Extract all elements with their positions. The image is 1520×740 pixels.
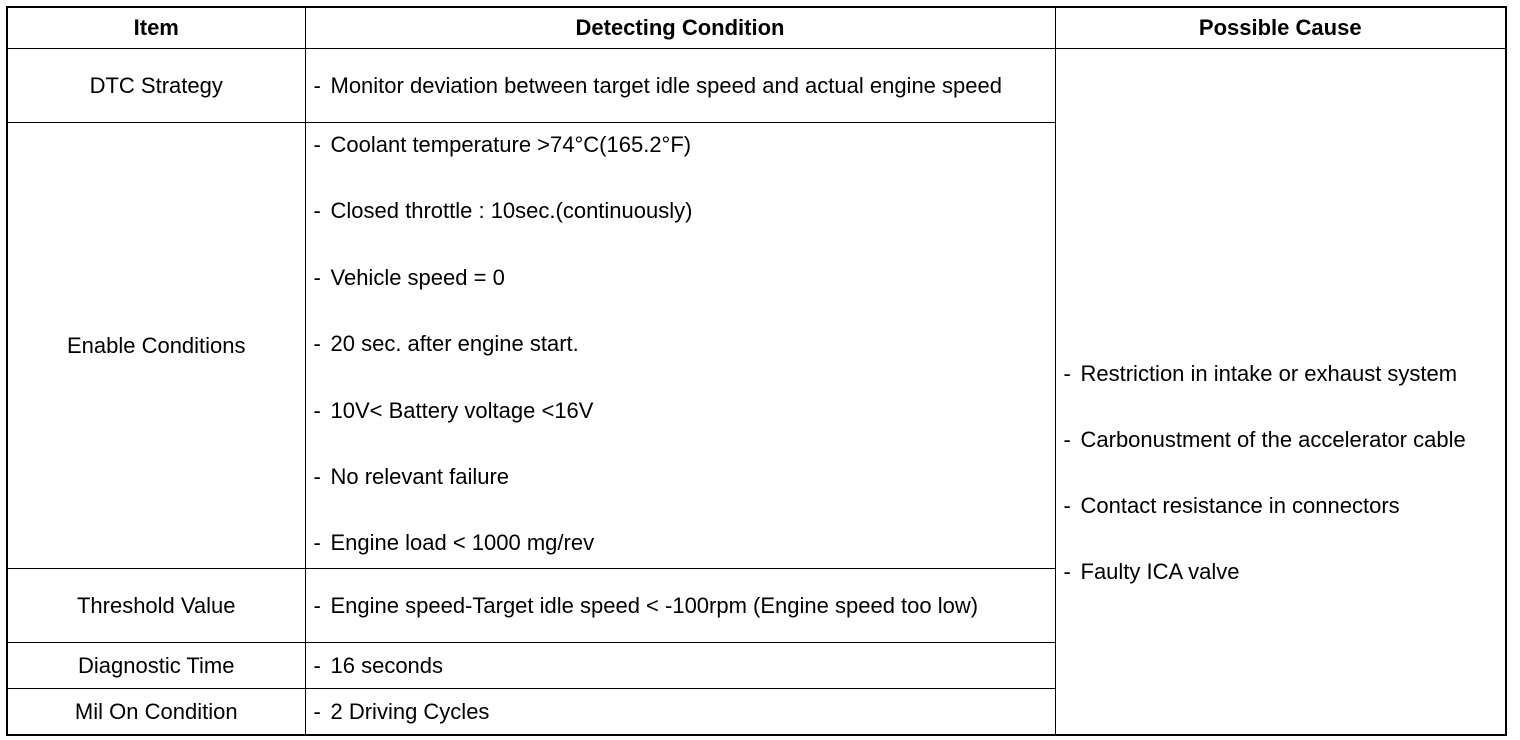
condition-diagnostic-time bbox=[305, 643, 1055, 689]
item-mil-on-condition: Mil On Condition bbox=[7, 689, 305, 736]
condition-text: Vehicle speed = 0 bbox=[330, 264, 505, 290]
bullet-dash: - bbox=[313, 72, 321, 98]
condition-text: Closed throttle : 10sec.(continuously) bbox=[330, 198, 693, 224]
bullet-dash: - bbox=[1063, 360, 1071, 386]
cause-text: Restriction in intake or exhaust system bbox=[1080, 360, 1458, 386]
enable-conditions-list bbox=[314, 123, 1049, 558]
item-enable-conditions: Enable Conditions bbox=[7, 123, 305, 569]
item-threshold-value: Threshold Value bbox=[7, 569, 305, 643]
bullet-dash: - bbox=[313, 198, 321, 224]
list-item bbox=[314, 591, 1049, 621]
list-item bbox=[314, 196, 1049, 262]
header-detecting-condition: Detecting Condition bbox=[305, 7, 1055, 49]
condition-text: Coolant temperature >74°C(165.2°F) bbox=[330, 132, 692, 157]
bullet-dash: - bbox=[313, 264, 321, 290]
possible-cause-cell bbox=[1055, 49, 1506, 736]
list-item bbox=[1064, 491, 1500, 521]
table-row-dtc-strategy bbox=[7, 49, 1506, 123]
cause-text: Carbonustment of the accelerator cable bbox=[1080, 426, 1466, 452]
condition-text: 16 seconds bbox=[330, 652, 444, 678]
condition-dtc-strategy bbox=[305, 49, 1055, 123]
header-item: Item bbox=[7, 7, 305, 49]
condition-text: 10V< Battery voltage <16V bbox=[330, 397, 594, 423]
cause-text: Faulty ICA valve bbox=[1080, 558, 1240, 584]
list-item bbox=[314, 71, 1049, 101]
possible-cause-list bbox=[1064, 161, 1500, 587]
condition-mil-on-condition bbox=[305, 689, 1055, 736]
condition-text: Monitor deviation between target idle speed and actual engine speed bbox=[330, 72, 1002, 98]
list-item bbox=[314, 651, 1049, 681]
bullet-dash: - bbox=[313, 698, 321, 724]
bullet-dash: - bbox=[313, 530, 321, 556]
cause-text: Contact resistance in connectors bbox=[1080, 492, 1400, 518]
bullet-dash: - bbox=[313, 592, 321, 618]
bullet-dash: - bbox=[313, 132, 321, 157]
list-item bbox=[314, 462, 1049, 528]
list-item bbox=[314, 329, 1049, 395]
list-item bbox=[314, 396, 1049, 462]
bullet-dash: - bbox=[313, 331, 321, 357]
item-dtc-strategy: DTC Strategy bbox=[7, 49, 305, 123]
bullet-dash: - bbox=[1063, 558, 1071, 584]
list-item bbox=[1064, 359, 1500, 389]
list-item bbox=[314, 130, 1049, 196]
list-item bbox=[314, 528, 1049, 558]
bullet-dash: - bbox=[1063, 492, 1071, 518]
item-diagnostic-time: Diagnostic Time bbox=[7, 643, 305, 689]
condition-text: 2 Driving Cycles bbox=[330, 698, 490, 724]
condition-text: No relevant failure bbox=[330, 463, 510, 489]
list-item bbox=[314, 263, 1049, 329]
header-possible-cause: Possible Cause bbox=[1055, 7, 1506, 49]
bullet-dash: - bbox=[313, 397, 321, 423]
condition-text: Engine load < 1000 mg/rev bbox=[330, 530, 595, 556]
list-item bbox=[314, 697, 1049, 727]
bullet-dash: - bbox=[313, 463, 321, 489]
bullet-dash: - bbox=[1063, 426, 1071, 452]
list-item bbox=[1064, 425, 1500, 455]
condition-threshold-value bbox=[305, 569, 1055, 643]
dtc-table bbox=[6, 6, 1507, 736]
condition-text: Engine speed-Target idle speed < -100rpm (Engine speed too low) bbox=[330, 592, 979, 618]
header-row bbox=[7, 7, 1506, 49]
condition-enable-conditions bbox=[305, 123, 1055, 569]
list-item bbox=[1064, 557, 1500, 587]
bullet-dash: - bbox=[313, 652, 321, 678]
condition-text: 20 sec. after engine start. bbox=[330, 331, 579, 357]
